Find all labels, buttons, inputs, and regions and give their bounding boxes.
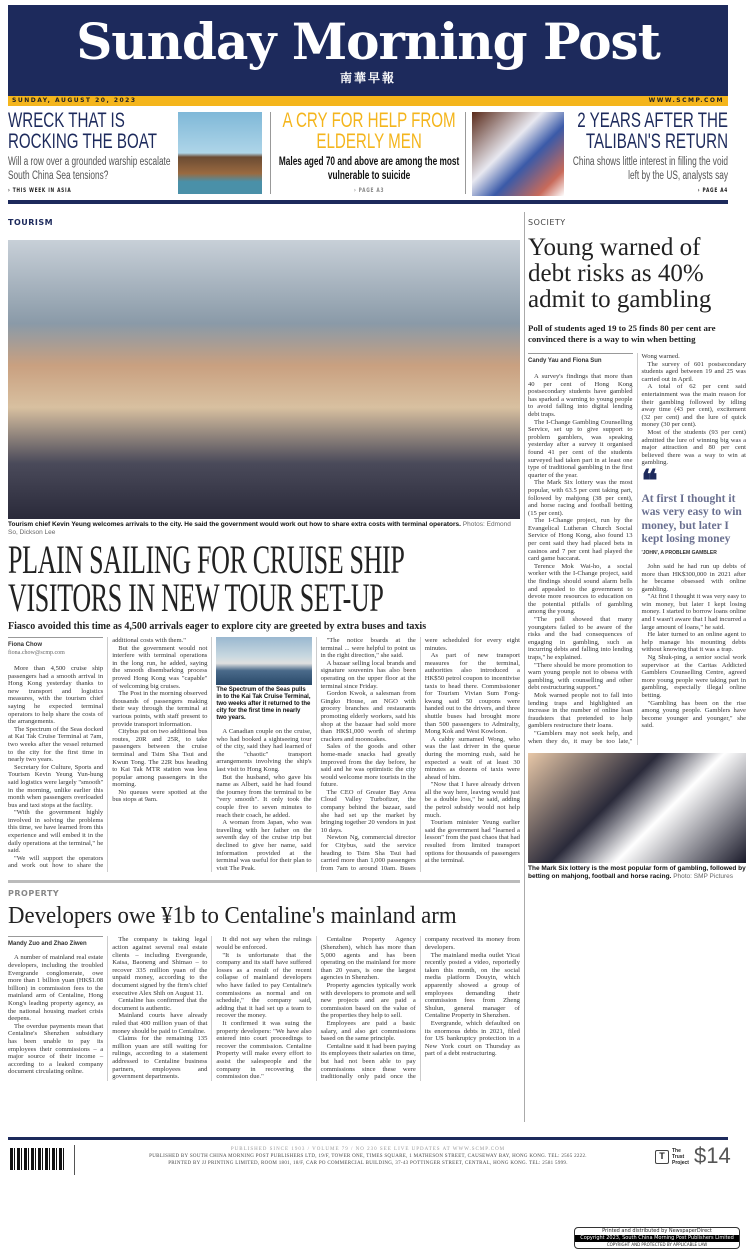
article-paragraph: A survey's findings that more than 40 per cent of Hong Kong postsecondary students have gambled has sparked a warning to young people to avoid falling into digital lending debt traps. [528,373,633,418]
society-deck: Poll of students aged 19 to 25 finds 80 per cent are convinced there is a way to win when betting [528,323,716,344]
warship-photo [178,112,262,194]
newspaperdirect-notice [574,1227,740,1249]
imprint-line-1: PUBLISHED SINCE 1903 / VOLUME 79 / NO 230 SEE LIVE UPDATES AT WWW.SCMP.COM [230,1147,506,1152]
teaser-content [278,110,460,195]
article-paragraph: A number of mainland real estate developers, including the troubled Evergrande conglomerate, owe more than 1 billion yuan (HK$1.08 billion) in commission fees to the mainland arm of Centaline, Hong Kong's leading property agency, as the national housing market crisis deepens. [8,954,104,1023]
article-paragraph: A Canadian couple on the cruise, who had booked a sightseeing tour of the city, said they had learned of the "chaotic" transport arrangements involving the ship's last visit to Hong Kong. [216,728,312,773]
footer-rule [8,1137,728,1140]
cruise-photo-block [216,637,311,722]
section-label-tourism: TOURISM [8,218,54,227]
teaser-content [566,110,728,195]
lead-photo [8,240,520,519]
article-paragraph: The Mark Six lottery was the most popular, with 63.5 per cent taking part, followed by mahjong (38 per cent), and horse racing and football betting (15 per cent). [528,479,633,517]
property-body [8,936,520,1080]
trust-project-label: The Trust Project [672,1148,689,1166]
article-paragraph: Tourism minister Yeung earlier said the government had "learned a lesson" from the past chaos that had resulted from limited transport options for thousands of passengers at the terminal. [424,819,520,865]
imprint [98,1146,638,1167]
masthead-title: Sunday Morning Post [76,12,660,71]
article-paragraph: A bazaar selling local brands and signature souvenirs has also been operating on the upper floor at the terminal since Friday. [320,659,416,690]
article-paragraph: Secretary for Culture, Sports and Tourism Kevin Yeung Yun-hung said logistics were largely "smooth" in the morning, unlike earlier this month when passengers overloaded bus and taxi stops at the facility. [8,763,104,809]
article-paragraph: But the government would not interfere with terminal operations in the long run, he added, saying the smooth disembarking process proved Hong Kong was "capable" of welcoming big cruises. [112,644,208,690]
article-paragraph: The I-Change Gambling Counselling Service, set up to give support to problem gamblers, was speaking yesterday after a survey it organised found 41 per cent of the students surveyed had taken part in at least one type of traditional gambling in the first quarter of the year. [528,418,633,479]
pull-quote [641,464,747,557]
teaser-headline: A CRY FOR HELP FROM ELDERLY MEN [282,109,456,153]
article-paragraph: "The poll showed that many youngsters failed to be aware of the risks and the bad consequences of engaging in gambling, such as incurring debts and falling into lending traps," he explained. [528,616,633,661]
article-paragraph: "There should be more promotion to warn young people not to obsess with gambling, with counselling and other debt restructuring support." [528,661,633,692]
property-headline: Developers owe ¥1b to Centaline's mainland arm [8,903,457,930]
price: $14 [694,1143,731,1168]
article-paragraph: Centaline Property Agency (Shenzhen), which has more than 5,000 agents and has been operating on the mainland for more than 20 years, is one the largest agencies in Shenzhen. [320,936,416,982]
teaser-sub: Will a row over a grounded warship escalate South China Sea tensions? [8,156,171,182]
section-label-property: PROPERTY [8,889,60,899]
quote-attribution: 'JOHN', A PROBLEM GAMBLER [641,549,717,556]
article-paragraph: The survey of 601 postsecondary students aged between 19 and 25 was carried out in April. [641,360,746,383]
society-photo-caption [528,865,746,881]
article-paragraph: Centaline said it had been paying its employees their salaries on time, but had not been able to pay commissions since these were traditionally only paid once the company received its money from developers. [320,936,520,1081]
article-paragraph: Newton Ng, commercial director for Citybus, said the service heading to Tsim Sha Tsui had carried more than 1,000 passengers from 7am to around 10am. Buses were scheduled for every eight minutes. [320,637,520,872]
footer [8,1137,731,1181]
article-paragraph: No queues were spotted at the bus stops at 9am. [112,788,208,804]
masthead-chinese: 南華早報 [339,71,396,85]
lead-headline: PLAIN SAILING FOR CRUISE SHIP VISITORS IN NEW TOUR SET-UP [8,537,404,620]
photo-credit: Photo: SMP Pictures [673,873,734,881]
barcode [10,1148,65,1170]
article-paragraph: A total of 62 per cent said entertainment was the main reason for their gambling followed by idling away time (43 per cent), excitement (32 per cent) and the lure of quick money (30 per cent). [641,383,746,429]
article-paragraph: "Now that I have already driven all the way here, leaving would just be a double loss," he said, adding the petrol subsidy would not help much. [424,781,520,819]
teaser-headline: WRECK THAT IS ROCKING THE BOAT [8,109,157,153]
lead-caption [8,521,520,537]
printed-by: Printed and distributed by NewspaperDirect [602,1228,712,1234]
photo-credit: Photos: Edmond So, Dickson Lee [8,521,511,536]
article-paragraph: The company is taking legal action against several real estate clients – including Evergrande, Kaisa, Baoneng and Shimao – to recover 335 million yuan of the unpaid money, according to the document signed by the firm's chief executive Alex Shih on August 11. [112,936,208,997]
article-paragraph: "Gamblers may not seek help, and when they do, it may be too late," Wong warned. [528,353,680,745]
byline: Fiona Chow [8,637,103,649]
teaser-taliban[interactable] [566,110,728,195]
article-paragraph: As part of new transport measures for the terminal, authorities also introduced a HK$50 petrol coupon to incentivise taxis to head there. Commissioner for Tourism Vivian Sum Fong-kwang said 50 coupons were handed out to the drivers, and three shuttle buses had brought more than 500 passengers to Admiralty, Mong Kok and West Kowloon. [424,652,520,736]
article-paragraph: Evergrande, which defaulted on its enormous debts in 2021, filed for US bankruptcy protection in a New York court on Thursday as part of a debt restructuring. [424,1019,520,1058]
lottery-photo [528,753,746,863]
article-paragraph: Terence Mok Wai-ho, a social worker with the I-Change project, said the findings should sound alarm bells and appealed to the government to devote more resources to education on the potential pitfalls of gambling among the young. [528,562,633,616]
trust-project-icon: T [655,1150,669,1164]
byline: Candy Yau and Fiona Sun [528,353,633,365]
caption-text: The Mark Six lottery is the most popular form of gambling, followed by betting on mahjong, football and horse racing. [528,865,746,881]
article-paragraph: Centaline has confirmed that the document is authentic. [112,997,208,1012]
article-paragraph: The overdue payments mean that Centaline's Shenzhen subsidiary has been unable to pay its employees their commissions – a major source of their income – according to a leaked company document circulating online. [8,1022,104,1076]
article-paragraph: Property agencies typically work with developers to promote and sell new projects and are paid a commission based on the value of the properties they help to sell. [320,981,416,1020]
society-headline: Young warned of debt risks as 40% admit to gambling [528,234,712,313]
article-paragraph: Mok warned people not to fall into lending traps and highlighted an increase in the number of online loan fraudsters that pretended to help gamblers restructure their loans. [528,691,633,730]
article-paragraph: Ng Shuk-ping, a senior social work supervisor at the Caritas Addicted Gamblers Counselling Centre, agreed more young people were taking part in gambling, especially illegal online betting. [641,654,746,699]
copyright: Copyright 2023, South China Morning Post Publishers Limited [575,1235,739,1242]
article-paragraph: Mainland courts have already ruled that 400 million yuan of that money should be paid to Centaline. [112,1012,208,1035]
article-paragraph: The Spectrum of the Seas docked at Kai Tak Cruise Terminal at 7am, two weeks after the vessel returned to the city for the first time in nearly two years. [8,725,104,764]
divider [8,880,520,883]
teaser-elderly[interactable] [278,110,460,195]
article-paragraph: Claims for the remaining 135 million yuan are still waiting for rulings, according to a statement addressed to Centaline business partners, employees and government departments. [112,1035,208,1081]
article-paragraph: "The notice boards at the terminal ... were helpful to point us in the right direction," she said. [320,637,416,660]
teaser-sub: China shows little interest in filling the void left by the US, analysts say [572,156,728,182]
cruise-ship-photo [216,637,311,685]
teaser-ref: › PAGE A3 [353,187,385,194]
masthead [8,5,728,97]
teaser-ref: › THIS WEEK IN ASIA [8,187,72,194]
article-paragraph: A woman from Japan, who was travelling with her father on the seventh day of the cruise trip but declined to give her name, said information provided at the terminal was useful for their plan to visit The Peak. [216,819,312,872]
society-body [528,353,746,745]
imprint-line-2: PUBLISHED BY SOUTH CHINA MORNING POST PUBLISHERS LTD, 19/F, TOWER ONE, TIMES SQUARE, 1 MATHESON STREET, CAUSEWAY BAY, HONG KONG. TEL: 2565 2222. [149,1154,587,1159]
byline: Mandy Zuo and Zhao Ziwen [8,936,103,948]
article-paragraph: The mainland media outlet Yicai recently posted a video, reportedly taken this month, on the social media platform Douyin, which apparently showed a group of employees demanding their commission fees from Zheng Shulun, general manager of Centaline Property in Shenzhen. [424,951,520,1020]
society-column [528,218,746,881]
article-paragraph: It did not say when the rulings would be enforced. [216,936,312,951]
article-paragraph: Citybus put on two additional bus routes, 20R and 25R, to take passengers between the cruise terminal and Tsim Sha Tsui and Kwun Tong. The 22R bus heading to Kai Tak MTR station was less popular among passengers in the morning. [112,728,208,789]
imprint-line-3: PRINTED BY JJ PRINTING LIMITED, ROOM 1801, 18/F, CAR PO COMMERCIAL BUILDING, 37-43 POTTINGER STREET, CENTRAL, HONG KONG. TEL: 2581 5999. [168,1161,568,1166]
teaser-sub: Males aged 70 and above are among the most vulnerable to suicide [278,156,460,182]
article-paragraph: But the husband, who gave his name as Albert, said he had found the journey from the terminal to be "very smooth". It only took the couple five to seven minutes to reach their coach, he added. [216,773,312,819]
article-paragraph: Employees are paid a basic salary, and also get commissions based on the same principle. [320,1019,416,1043]
protected-notice: COPYRIGHT AND PROTECTED BY APPLICABLE LAW [606,1242,708,1247]
divider [8,200,728,204]
lead-body [8,637,520,872]
article-paragraph: It confirmed it was suing the property developers: "We have also entered into court proceedings to recover the commission. Centaline Property will make every effort to assist the salespeople and the company in recovering the commission due." [216,1019,312,1081]
article-paragraph: Sales of the goods and other home-made snacks had greatly improved from the day before, he said and he was optimistic the city would welcome more tourists in the future. [320,743,416,789]
divider [270,112,271,194]
article-paragraph: A cabby surnamed Wong, who was the last driver in the queue during the morning rush, said he expected a wait of at least 30 minutes as dozens of taxis were ahead of him. [424,735,520,781]
article-paragraph: The Post in the morning observed thousands of passengers making their way through the terminal at various points, with staff present to provide transport information. [112,690,208,728]
website[interactable]: WWW.SCMP.COM [648,97,724,104]
caption-text: Tourism chief Kevin Yeung welcomes arrivals to the city. He said the government would work out how to share extra costs with terminal operators. [8,521,461,528]
divider [465,112,466,194]
divider [74,1145,75,1175]
section-label-society: SOCIETY [528,218,566,227]
article-paragraph: More than 4,500 cruise ship passengers had a smooth arrival in Hong Kong yesterday thanks to new transport and logistics measures, with the tourism chief saying he expected terminal operators to help share the costs of the arrangements. [8,665,104,726]
teaser-content [8,110,176,195]
article-paragraph: John said he had run up debts of more than HK$300,000 in 2021 after he became obsessed with online gambling. [641,562,746,593]
left-column [8,521,520,1081]
divider [524,212,525,1122]
cruise-caption: The Spectrum of the Seas pulls in to the Kai Tak Cruise Terminal, two weeks after it returned to the city for the first time in nearly two years. [216,687,311,721]
lead-deck: Fiasco avoided this time as 4,500 arrivals eager to explore city are greeted by extra buses and taxis [8,621,427,632]
article-paragraph: The CEO of Greater Bay Area Cloud Valley Turbofizer, the company behind the bazaar, said she had set up the market by bringing together 20 vendors in just 10 days. [320,788,416,834]
byline-email[interactable]: fiona.chow@scmp.com [8,650,65,656]
quote-icon: ❝ [641,464,658,498]
article-paragraph: The I-Change project, run by the Evangelical Lutheran Church Social Service of Hong Kong, also found 13 per cent said they had placed bets in casinos and 7 per cent had played the card game baccarat. [528,517,633,563]
teaser-wreck[interactable] [8,110,176,195]
article-paragraph: "Gambling has been on the rise among young people. Gamblers have become younger and younger," she said. [641,699,746,730]
article-paragraph: He later turned to an online agent to help manage his mounting debts without knowing that it was a trap. [641,631,746,654]
date-strip [8,96,728,106]
article-paragraph: Most of the students (93 per cent) admitted the lure of winning big was a major attraction and 80 per cent believed there was a way to win at gambling. [641,428,746,467]
article-paragraph: "With the government highly involved in solving the problems this time, we have learned from this experience and will embed it in the daily operations at the terminal," he said. [8,809,104,855]
article-paragraph: "It is unfortunate that the company and its staff have suffered losses as a result of the recent collapse of mainland developers who have failed to pay Centaline's commissions as normal and on schedule," the company said, adding that it had set up a team to recover the money. [216,951,312,1020]
teaser-headline: 2 YEARS AFTER THE TALIBAN'S RETURN [577,109,728,153]
issue-date: SUNDAY, AUGUST 20, 2023 [12,97,137,104]
quote-text: At first I thought it was very easy to win money, but later I kept losing money [641,492,742,546]
taliban-illustration [472,112,564,196]
teaser-ref: › PAGE A4 [697,187,728,194]
article-paragraph: "At first I thought it was very easy to win money, but later I kept losing money. I started to borrow loans online and I wasn't aware that I had incurred a large amount of loans," he said. [641,593,746,631]
article-paragraph: "We will support the operators and work out how to share the additional costs with them." [8,637,186,870]
article-paragraph: Gordon Kwok, a salesman from Gingko House, an NGO with grocery branches and restaurants promoting elderly workers, said his shop at the bazaar had sold more than HK$1,000 worth of shrimp crackers and mooncakes. [320,690,416,743]
